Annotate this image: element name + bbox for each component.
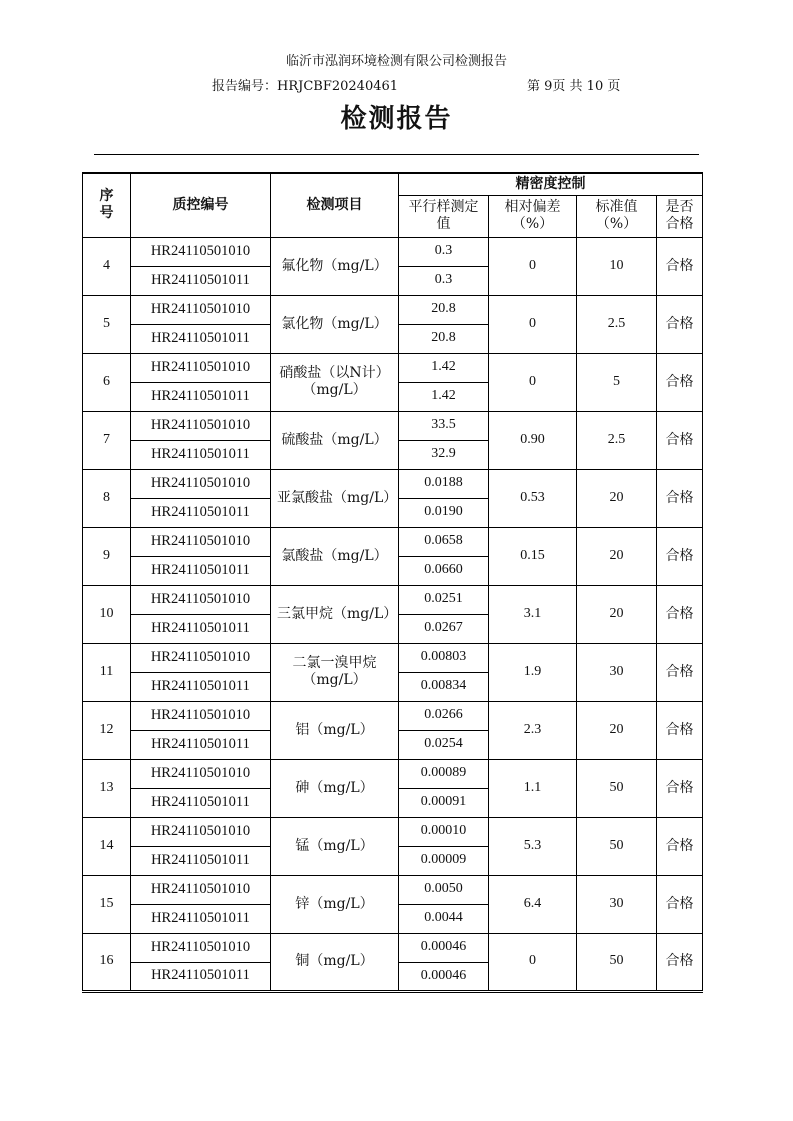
qc-code-2: HR24110501011	[131, 672, 271, 701]
col-header-standard-value: 标准值（%）	[577, 195, 657, 237]
page-title: 检测报告	[340, 104, 453, 134]
table-row	[83, 875, 703, 904]
row-seq: 16	[83, 933, 131, 991]
standard-value: 2.5	[577, 411, 657, 469]
table-row	[83, 411, 703, 440]
test-item: 砷（mg/L）	[271, 759, 399, 817]
row-seq: 10	[83, 585, 131, 643]
qc-code-2: HR24110501011	[131, 382, 271, 411]
relative-deviation: 0.15	[489, 527, 577, 585]
relative-deviation: 1.9	[489, 643, 577, 701]
standard-value: 30	[577, 875, 657, 933]
test-item: 氯酸盐（mg/L）	[271, 527, 399, 585]
parallel-value-2: 0.00091	[399, 788, 489, 817]
qc-code-2: HR24110501011	[131, 904, 271, 933]
row-seq: 4	[83, 237, 131, 295]
qc-code-2: HR24110501011	[131, 962, 271, 991]
relative-deviation: 0	[489, 353, 577, 411]
test-item: 铝（mg/L）	[271, 701, 399, 759]
test-item: 二氯一溴甲烷（mg/L）	[271, 643, 399, 701]
parallel-value-2: 0.0044	[399, 904, 489, 933]
relative-deviation: 6.4	[489, 875, 577, 933]
parallel-value-2: 0.00009	[399, 846, 489, 875]
parallel-value-1: 0.00803	[399, 643, 489, 672]
pass-status: 合格	[657, 759, 703, 817]
test-item: 三氯甲烷（mg/L）	[271, 585, 399, 643]
pass-status: 合格	[657, 353, 703, 411]
pass-status: 合格	[657, 817, 703, 875]
table-row	[83, 295, 703, 324]
table-row	[83, 643, 703, 672]
qc-code-1: HR24110501010	[131, 643, 271, 672]
table-row	[83, 237, 703, 266]
standard-value: 50	[577, 817, 657, 875]
row-seq: 12	[83, 701, 131, 759]
qc-code-1: HR24110501010	[131, 469, 271, 498]
qc-code-1: HR24110501010	[131, 875, 271, 904]
qc-code-2: HR24110501011	[131, 788, 271, 817]
qc-code-1: HR24110501010	[131, 527, 271, 556]
row-seq: 7	[83, 411, 131, 469]
qc-code-2: HR24110501011	[131, 846, 271, 875]
relative-deviation: 0.53	[489, 469, 577, 527]
pass-status: 合格	[657, 933, 703, 991]
pass-status: 合格	[657, 585, 703, 643]
standard-value: 20	[577, 701, 657, 759]
relative-deviation: 0.90	[489, 411, 577, 469]
col-header-pass: 是否合格	[657, 195, 703, 237]
page-number: 第 9页 共 10 页	[527, 79, 621, 94]
test-item: 氯化物（mg/L）	[271, 295, 399, 353]
header-divider	[94, 154, 699, 155]
pass-status: 合格	[657, 469, 703, 527]
qc-code-2: HR24110501011	[131, 440, 271, 469]
relative-deviation: 2.3	[489, 701, 577, 759]
standard-value: 20	[577, 527, 657, 585]
test-item: 锌（mg/L）	[271, 875, 399, 933]
pass-status: 合格	[657, 875, 703, 933]
col-header-seq: 序号	[83, 173, 131, 237]
row-seq: 5	[83, 295, 131, 353]
parallel-value-2: 20.8	[399, 324, 489, 353]
table-row	[83, 701, 703, 730]
row-seq: 15	[83, 875, 131, 933]
relative-deviation: 1.1	[489, 759, 577, 817]
test-item: 氟化物（mg/L）	[271, 237, 399, 295]
parallel-value-2: 0.0267	[399, 614, 489, 643]
test-item: 铜（mg/L）	[271, 933, 399, 991]
parallel-value-1: 0.0266	[399, 701, 489, 730]
relative-deviation: 0	[489, 933, 577, 991]
relative-deviation: 3.1	[489, 585, 577, 643]
parallel-value-1: 0.3	[399, 237, 489, 266]
relative-deviation: 0	[489, 295, 577, 353]
test-item: 锰（mg/L）	[271, 817, 399, 875]
parallel-value-1: 0.00046	[399, 933, 489, 962]
row-seq: 11	[83, 643, 131, 701]
row-seq: 14	[83, 817, 131, 875]
company-report-header: 临沂市泓润环境检测有限公司检测报告	[285, 54, 507, 69]
qc-code-2: HR24110501011	[131, 614, 271, 643]
table-row	[83, 759, 703, 788]
parallel-value-2: 0.00834	[399, 672, 489, 701]
test-item: 亚氯酸盐（mg/L）	[271, 469, 399, 527]
parallel-value-1: 0.0188	[399, 469, 489, 498]
table-row	[83, 469, 703, 498]
pass-status: 合格	[657, 411, 703, 469]
parallel-value-1: 0.0050	[399, 875, 489, 904]
parallel-value-1: 33.5	[399, 411, 489, 440]
qc-code-1: HR24110501010	[131, 585, 271, 614]
parallel-value-1: 1.42	[399, 353, 489, 382]
row-seq: 8	[83, 469, 131, 527]
relative-deviation: 0	[489, 237, 577, 295]
qc-code-1: HR24110501010	[131, 353, 271, 382]
row-seq: 6	[83, 353, 131, 411]
parallel-value-1: 0.00010	[399, 817, 489, 846]
parallel-value-2: 0.0254	[399, 730, 489, 759]
standard-value: 20	[577, 469, 657, 527]
standard-value: 2.5	[577, 295, 657, 353]
parallel-value-1: 0.0251	[399, 585, 489, 614]
precision-control-table	[82, 172, 703, 993]
parallel-value-2: 1.42	[399, 382, 489, 411]
qc-code-2: HR24110501011	[131, 730, 271, 759]
row-seq: 13	[83, 759, 131, 817]
qc-code-1: HR24110501010	[131, 411, 271, 440]
pass-status: 合格	[657, 643, 703, 701]
parallel-value-2: 0.0190	[399, 498, 489, 527]
table-row	[83, 527, 703, 556]
parallel-value-2: 0.3	[399, 266, 489, 295]
test-item: 硝酸盐（以N计）（mg/L）	[271, 353, 399, 411]
col-header-test-item: 检测项目	[271, 173, 399, 237]
test-item: 硫酸盐（mg/L）	[271, 411, 399, 469]
standard-value: 5	[577, 353, 657, 411]
table-row	[83, 933, 703, 962]
parallel-value-1: 0.0658	[399, 527, 489, 556]
table-row	[83, 585, 703, 614]
standard-value: 50	[577, 759, 657, 817]
col-header-relative-deviation: 相对偏差（%）	[489, 195, 577, 237]
col-header-parallel-value: 平行样测定值	[399, 195, 489, 237]
pass-status: 合格	[657, 701, 703, 759]
qc-code-2: HR24110501011	[131, 324, 271, 353]
qc-code-2: HR24110501011	[131, 556, 271, 585]
qc-code-1: HR24110501010	[131, 759, 271, 788]
pass-status: 合格	[657, 527, 703, 585]
standard-value: 20	[577, 585, 657, 643]
qc-code-1: HR24110501010	[131, 701, 271, 730]
col-header-qc-code: 质控编号	[131, 173, 271, 237]
pass-status: 合格	[657, 237, 703, 295]
pass-status: 合格	[657, 295, 703, 353]
standard-value: 50	[577, 933, 657, 991]
parallel-value-2: 0.0660	[399, 556, 489, 585]
relative-deviation: 5.3	[489, 817, 577, 875]
table-row	[83, 817, 703, 846]
standard-value: 10	[577, 237, 657, 295]
qc-code-1: HR24110501010	[131, 237, 271, 266]
row-seq: 9	[83, 527, 131, 585]
group-header-precision-control: 精密度控制	[399, 173, 703, 195]
report-number: 报告编号：HRJCBF20240461	[212, 79, 399, 94]
qc-code-1: HR24110501010	[131, 295, 271, 324]
parallel-value-1: 20.8	[399, 295, 489, 324]
table-row	[83, 353, 703, 382]
qc-code-2: HR24110501011	[131, 498, 271, 527]
parallel-value-1: 0.00089	[399, 759, 489, 788]
qc-code-2: HR24110501011	[131, 266, 271, 295]
qc-code-1: HR24110501010	[131, 933, 271, 962]
parallel-value-2: 0.00046	[399, 962, 489, 991]
parallel-value-2: 32.9	[399, 440, 489, 469]
qc-code-1: HR24110501010	[131, 817, 271, 846]
standard-value: 30	[577, 643, 657, 701]
